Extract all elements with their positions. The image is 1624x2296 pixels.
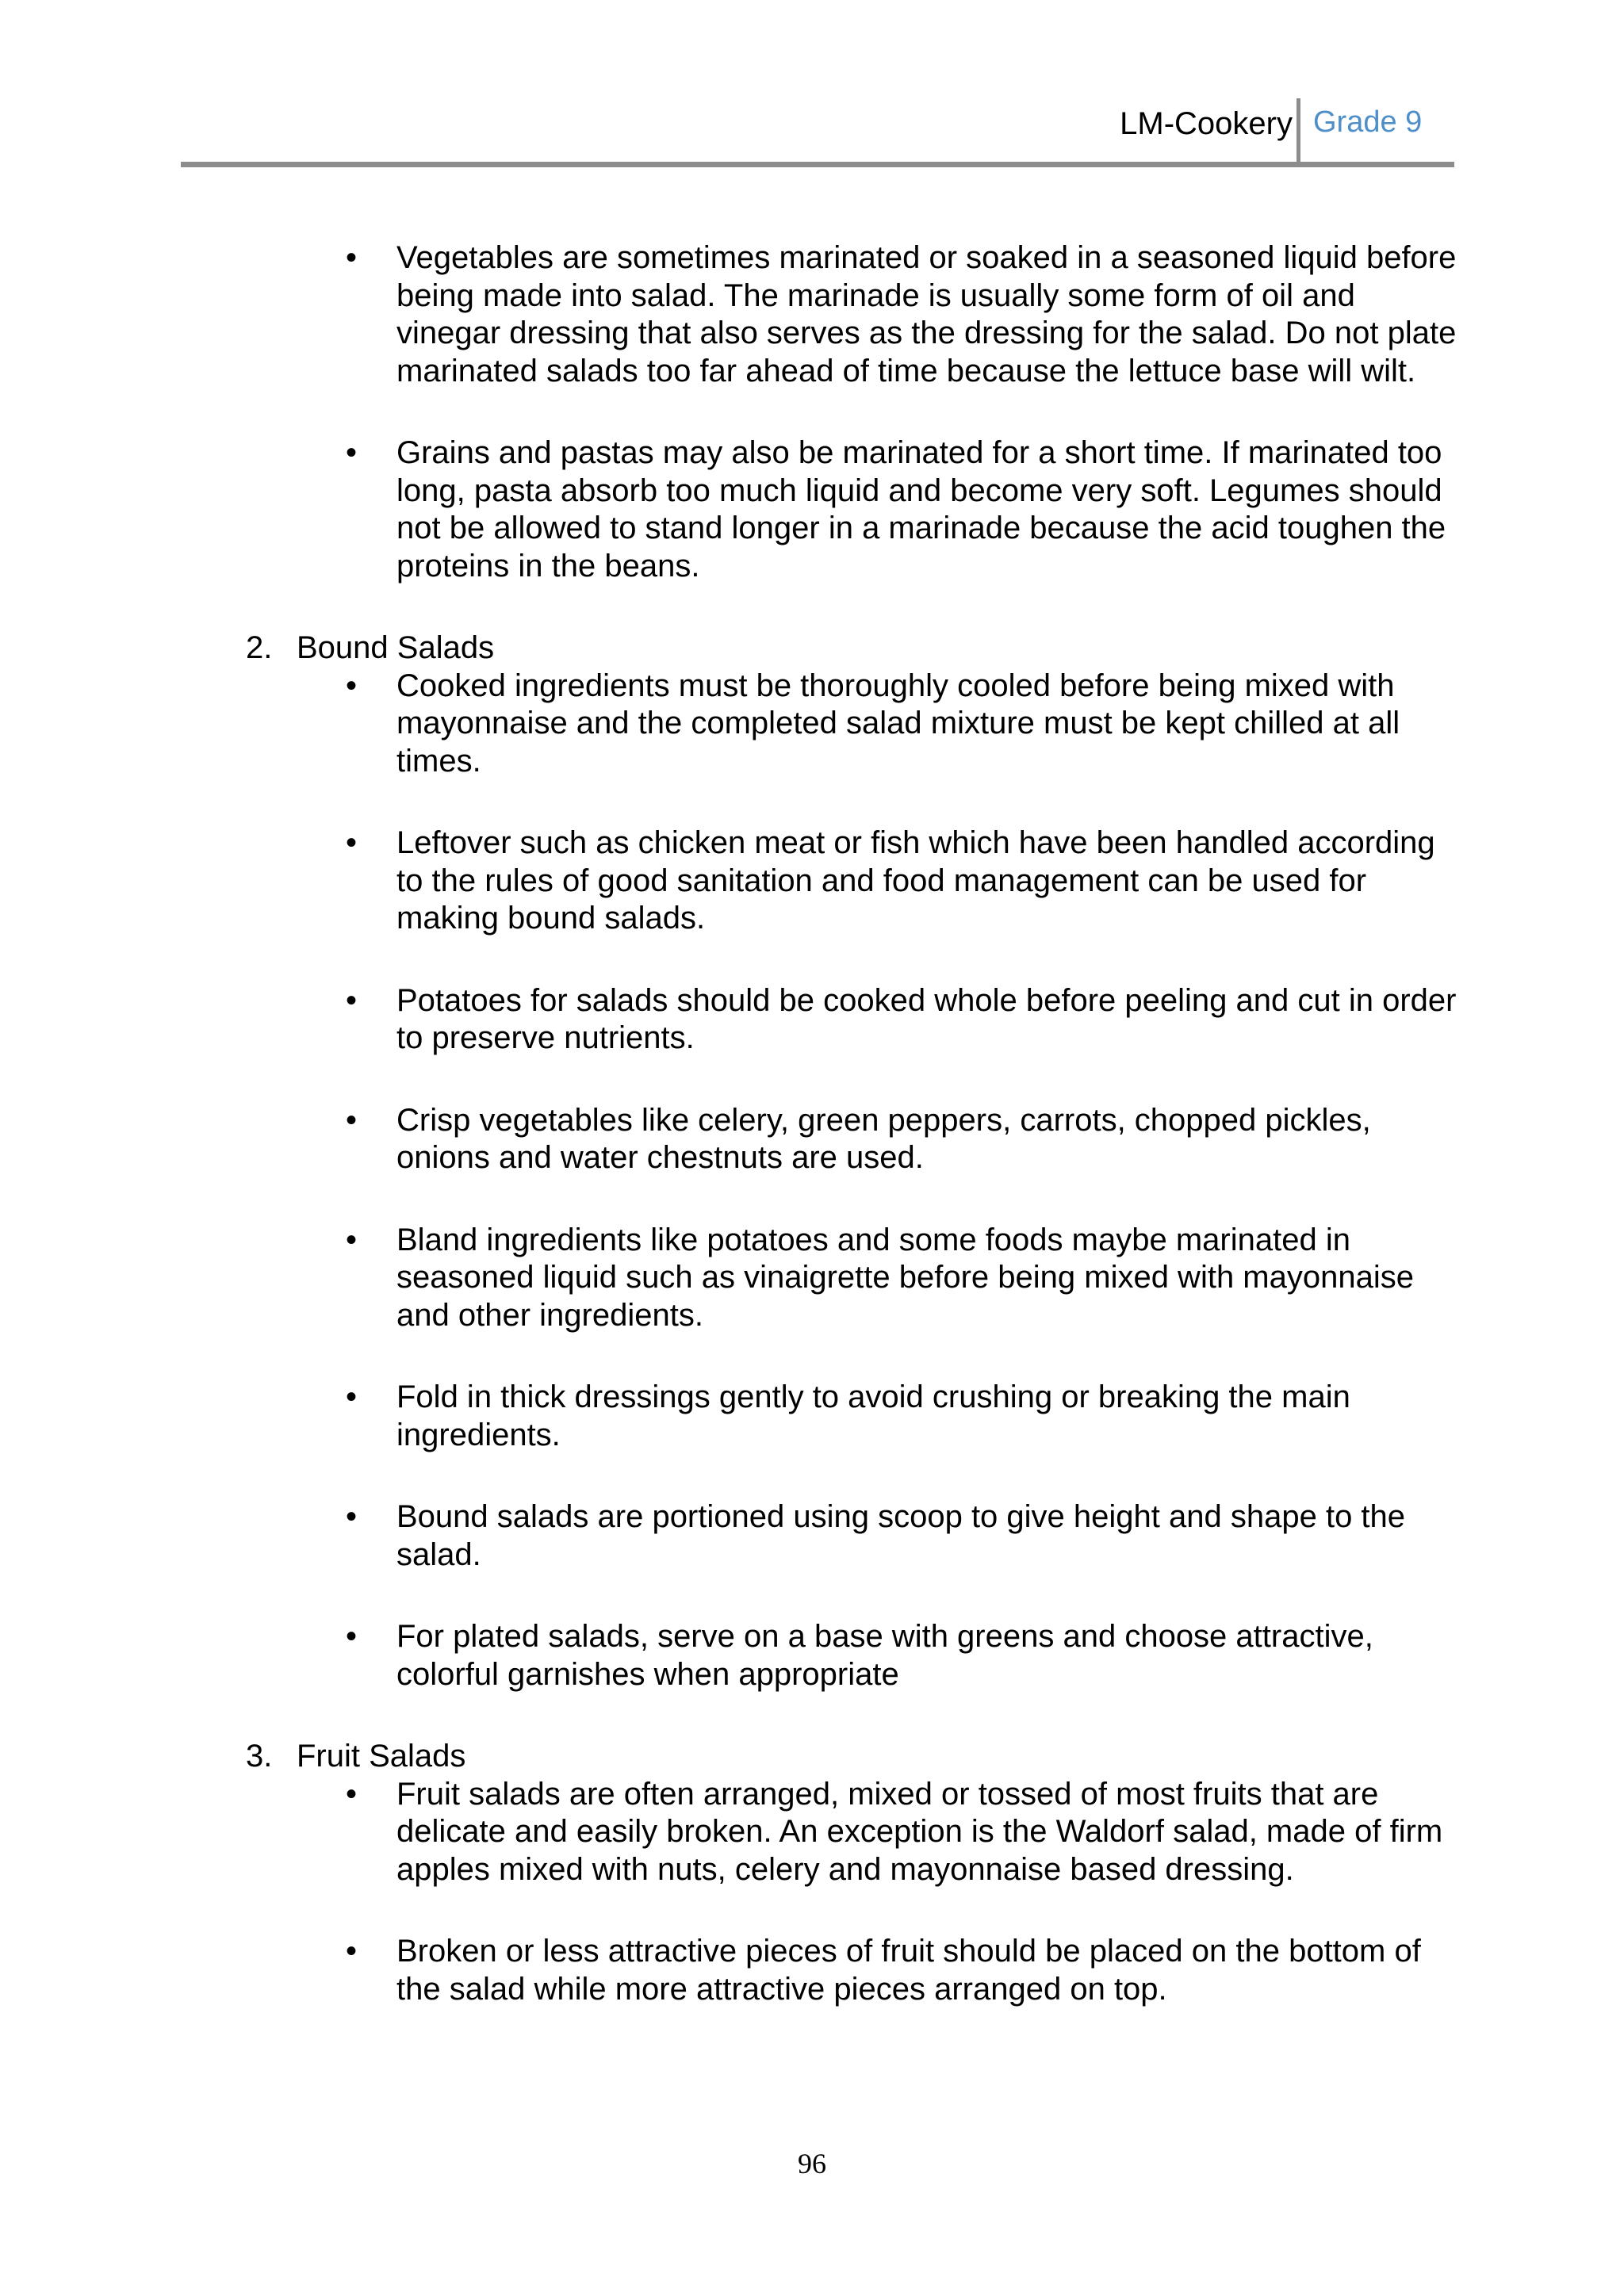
list-item: • Cooked ingredients must be thoroughly cooled before being mixed with mayonnaise and the completed salad mixture must be kept chilled at all times. — [396, 668, 1459, 781]
section-title: Bound Salads — [297, 630, 495, 665]
page-content — [246, 239, 1459, 2053]
bound-salads-bullet-list — [297, 668, 1459, 1694]
header-grade-label: Grade 9 — [1313, 105, 1423, 139]
header-divider — [1297, 98, 1300, 162]
list-item: • Potatoes for salads should be cooked whole before peeling and cut in order to preserve nutrients. — [396, 982, 1459, 1058]
list-item: • Bound salads are portioned using scoop to give height and shape to the salad. — [396, 1498, 1459, 1574]
fruit-salads-bullet-list — [297, 1776, 1459, 2009]
intro-bullet-list — [246, 239, 1459, 585]
list-item: • Bland ingredients like potatoes and some foods maybe marinated in seasoned liquid such as vinaigrette before being mixed with mayonnaise and other ingredients. — [396, 1222, 1459, 1335]
page-header — [181, 98, 1454, 167]
section-title: Fruit Salads — [297, 1739, 466, 1774]
section-fruit-salads — [246, 1738, 1459, 2008]
list-item: • Crisp vegetables like celery, green peppers, carrots, chopped pickles, onions and water chestnuts are used. — [396, 1102, 1459, 1177]
list-item: • Fold in thick dressings gently to avoid crushing or breaking the main ingredients. — [396, 1379, 1459, 1454]
list-item: • Leftover such as chicken meat or fish which have been handled according to the rules of good sanitation and food management can be used for making bound salads. — [396, 825, 1459, 938]
page-number: 96 — [798, 2148, 826, 2179]
list-item: • Fruit salads are often arranged, mixed or tossed of most fruits that are delicate and easily broken. An exception is the Waldorf salad, made of firm apples mixed with nuts, celery and mayonnaise based dressing. — [396, 1776, 1459, 1889]
section-bound-salads — [246, 629, 1459, 1693]
header-book-title: LM-Cookery — [1120, 106, 1293, 141]
list-item: • Vegetables are sometimes marinated or soaked in a seasoned liquid before being made into salad. The marinade is usually some form of oil and vinegar dressing that also serves as the dressing for the salad. Do not plate marinated salads too far ahead of time because the lettuce base will wilt. — [396, 239, 1459, 390]
section-number: 2. — [246, 630, 273, 665]
list-item: • Grains and pastas may also be marinated for a short time. If marinated too long, pasta absorb too much liquid and become very soft. Legumes should not be allowed to stand longer in a marinade because the acid toughen the proteins in the beans. — [396, 434, 1459, 585]
section-number: 3. — [246, 1739, 273, 1774]
list-item: • For plated salads, serve on a base with greens and choose attractive, colorful garnishes when appropriate — [396, 1618, 1459, 1693]
list-item: • Broken or less attractive pieces of fruit should be placed on the bottom of the salad while more attractive pieces arranged on top. — [396, 1933, 1459, 2008]
